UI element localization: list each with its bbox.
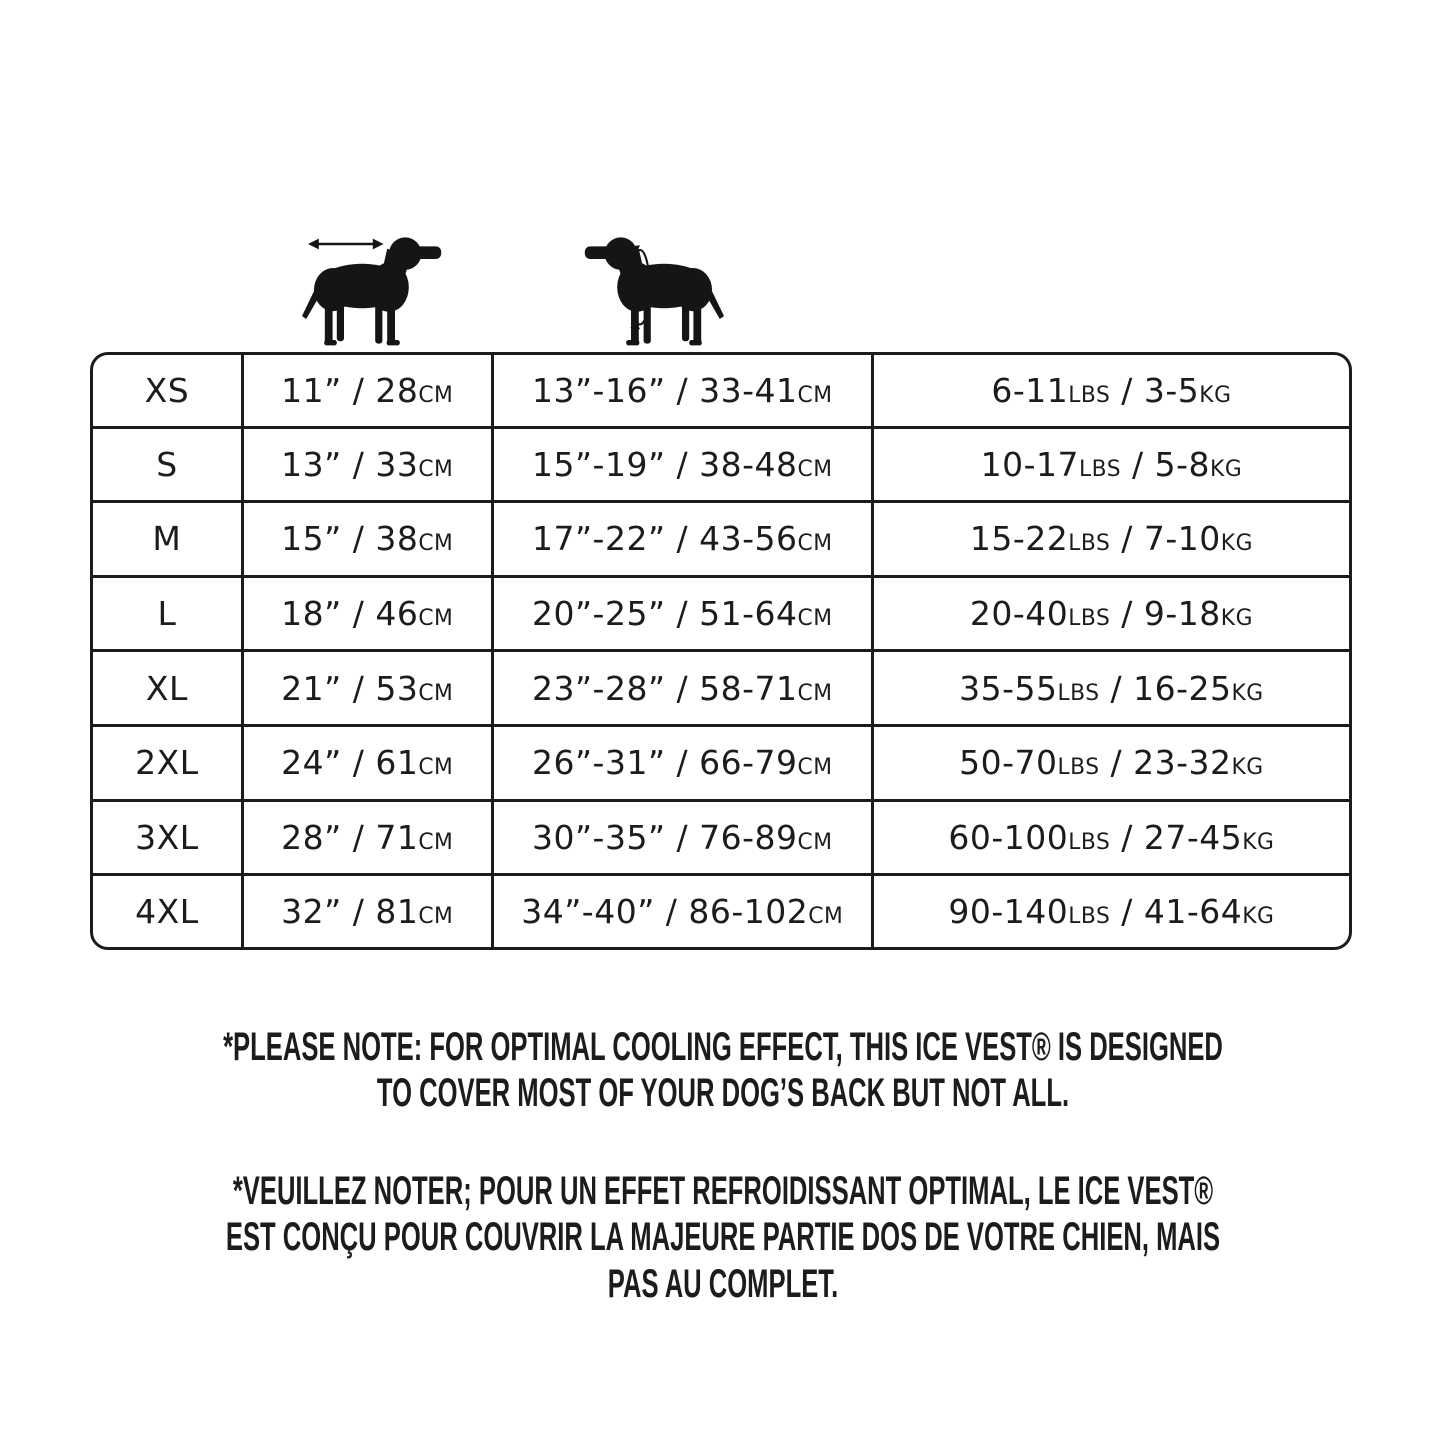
back-length-arrow-icon <box>308 239 384 250</box>
unit-label: LBS <box>1068 904 1111 930</box>
unit-label: KG <box>1231 755 1264 781</box>
table-row <box>93 576 1349 651</box>
unit-label: LBS <box>1079 456 1122 482</box>
unit-label: CM <box>797 680 833 706</box>
note-french-text: *VEUILLEZ NOTER; POUR UN EFFET REFROIDISSANT OPTIMAL, LE ICE VEST® EST CONÇU POUR COUVRIR LA MAJEURE PARTIE DOS DE VOTRE CHIEN, MAIS PAS AU COMPLET. <box>225 1169 1220 1306</box>
back-length-cell: 11” / 28CM <box>242 355 492 427</box>
chest-girth-cell: 15”-19” / 38-48CM <box>492 427 872 502</box>
back-length-cell: 28” / 71CM <box>242 800 492 875</box>
unit-label: CM <box>797 830 833 856</box>
size-cell: M <box>93 502 242 577</box>
chest-girth-cell: 20”-25” / 51-64CM <box>492 576 872 651</box>
unit-label: LBS <box>1068 531 1111 557</box>
unit-label: LBS <box>1057 755 1100 781</box>
unit-label: CM <box>418 680 454 706</box>
unit-label: CM <box>797 606 833 632</box>
unit-label: CM <box>797 755 833 781</box>
dog-silhouette-icon <box>585 237 724 345</box>
unit-label: KG <box>1220 531 1253 557</box>
table-row <box>93 355 1349 427</box>
unit-label: CM <box>418 755 454 781</box>
table-row <box>93 726 1349 801</box>
unit-label: CM <box>418 382 454 408</box>
table-row <box>93 502 1349 577</box>
size-cell: 2XL <box>93 726 242 801</box>
size-cell: 4XL <box>93 875 242 947</box>
unit-label: LBS <box>1068 830 1111 856</box>
size-chart-table <box>93 355 1349 947</box>
unit-label: LBS <box>1068 382 1111 408</box>
unit-label: KG <box>1231 680 1264 706</box>
size-cell: XS <box>93 355 242 427</box>
unit-label: KG <box>1242 904 1275 930</box>
chest-girth-cell: 34”-40” / 86-102CM <box>492 875 872 947</box>
size-cell: 3XL <box>93 800 242 875</box>
size-chart-table-wrap <box>90 352 1352 950</box>
back-length-cell: 21” / 53CM <box>242 651 492 726</box>
unit-label: CM <box>797 531 833 557</box>
unit-label: CM <box>418 456 454 482</box>
size-cell: L <box>93 576 242 651</box>
weight-cell: 10-17LBS / 5-8KG <box>872 427 1349 502</box>
unit-label: KG <box>1210 456 1243 482</box>
dog-back-length-figure <box>296 226 446 349</box>
chest-girth-cell: 26”-31” / 66-79CM <box>492 726 872 801</box>
back-length-cell: 13” / 33CM <box>242 427 492 502</box>
chest-girth-cell: 30”-35” / 76-89CM <box>492 800 872 875</box>
weight-cell: 35-55LBS / 16-25KG <box>872 651 1349 726</box>
weight-cell: 20-40LBS / 9-18KG <box>872 576 1349 651</box>
unit-label: CM <box>418 531 454 557</box>
unit-label: KG <box>1242 830 1275 856</box>
unit-label: LBS <box>1068 606 1111 632</box>
table-row <box>93 875 1349 947</box>
chest-girth-cell: 17”-22” / 43-56CM <box>492 502 872 577</box>
unit-label: CM <box>418 830 454 856</box>
back-length-cell: 24” / 61CM <box>242 726 492 801</box>
note-english-text: *PLEASE NOTE: FOR OPTIMAL COOLING EFFECT, THIS ICE VEST® IS DESIGNED TO COVER MOST OF YOUR DOG’S BACK BUT NOT ALL. <box>222 1025 1223 1116</box>
note-english <box>0 1024 1445 1117</box>
weight-cell: 6-11LBS / 3-5KG <box>872 355 1349 427</box>
unit-label: CM <box>797 456 833 482</box>
unit-label: LBS <box>1057 680 1100 706</box>
size-cell: XL <box>93 651 242 726</box>
weight-cell: 50-70LBS / 23-32KG <box>872 726 1349 801</box>
unit-label: CM <box>797 382 833 408</box>
chest-girth-cell: 13”-16” / 33-41CM <box>492 355 872 427</box>
chest-girth-cell: 23”-28” / 58-71CM <box>492 651 872 726</box>
back-length-cell: 15” / 38CM <box>242 502 492 577</box>
unit-label: KG <box>1220 606 1253 632</box>
table-row <box>93 800 1349 875</box>
unit-label: KG <box>1199 382 1232 408</box>
weight-cell: 60-100LBS / 27-45KG <box>872 800 1349 875</box>
unit-label: CM <box>418 904 454 930</box>
back-length-cell: 18” / 46CM <box>242 576 492 651</box>
dog-silhouette-icon <box>302 237 441 345</box>
unit-label: CM <box>808 904 844 930</box>
back-length-cell: 32” / 81CM <box>242 875 492 947</box>
weight-cell: 15-22LBS / 7-10KG <box>872 502 1349 577</box>
table-row <box>93 651 1349 726</box>
size-cell: S <box>93 427 242 502</box>
table-row <box>93 427 1349 502</box>
note-french <box>0 1168 1445 1307</box>
weight-cell: 90-140LBS / 41-64KG <box>948 892 1275 932</box>
unit-label: CM <box>418 606 454 632</box>
dog-chest-girth-figure <box>580 226 730 349</box>
size-chart-body <box>93 355 1349 947</box>
